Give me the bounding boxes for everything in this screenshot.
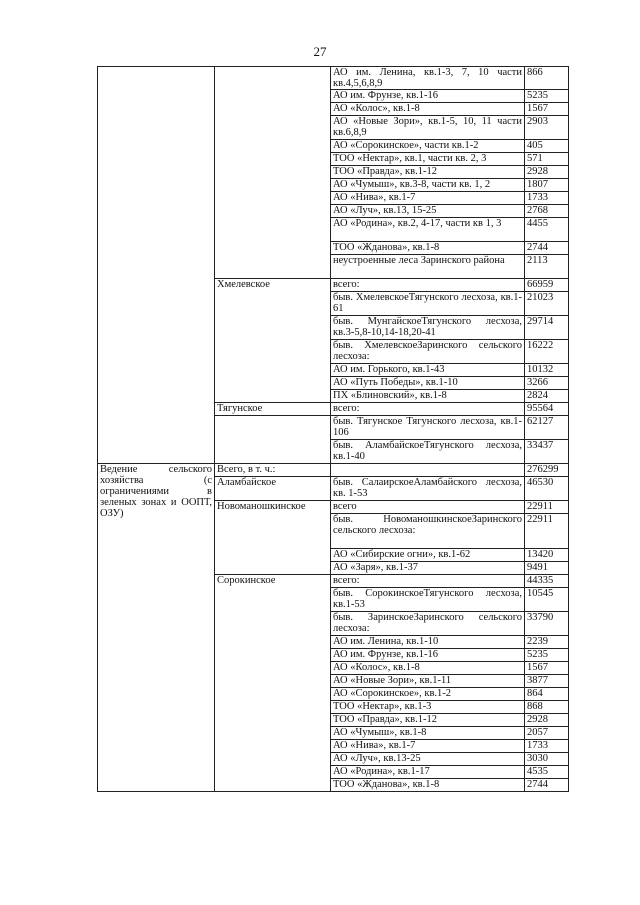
district-novomanoshkinskoe: Новоманошкинское (215, 501, 331, 575)
row-value: 2239 (525, 636, 569, 649)
row-name: АО «Родина», кв.2, 4-17, части кв 1, 3 (331, 218, 525, 242)
district-sorokinskoe: Сорокинское (215, 575, 331, 792)
row-value: 9491 (525, 562, 569, 575)
row-name: АО им. Ленина, кв.1-3, 7, 10 части кв.4,5,6,8,9 (331, 67, 525, 90)
row-value: 866 (525, 67, 569, 90)
row-name: ТОО «Жданова», кв.1-8 (331, 242, 525, 255)
row-name: АО «Луч», кв.13, 15-25 (331, 205, 525, 218)
purpose-agriculture: Ведение сельского хозяйства (с ограничениями в зеленых зонах и ООПТ, ОЗУ) (98, 464, 215, 792)
row-name: АО им. Ленина, кв.1-10 (331, 636, 525, 649)
row-value: 13420 (525, 549, 569, 562)
district-total: Всего, в т. ч.: (215, 464, 331, 477)
row-name: быв. ЗаринскоеЗаринского сельского лесхоза: (331, 612, 525, 636)
row-value: 22911 (525, 514, 569, 549)
row-name: АО «Чумыш», кв.3-8, части кв. 1, 2 (331, 179, 525, 192)
row-value: 4535 (525, 766, 569, 779)
purpose-cell-empty (98, 67, 215, 464)
forest-area-table (97, 66, 569, 792)
row-name: быв. Тягунское Тягунского лесхоза, кв.1-106 (331, 416, 525, 440)
row-name: всего (331, 501, 525, 514)
row-name: АО им. Фрунзе, кв.1-16 (331, 649, 525, 662)
row-name: ТОО «Нектар», кв.1-3 (331, 701, 525, 714)
table-row (98, 464, 569, 477)
row-name: всего: (331, 575, 525, 588)
row-name: быв. НовоманошкинскоеЗаринского сельского лесхоза: (331, 514, 525, 549)
row-value: 1733 (525, 192, 569, 205)
row-value: 22911 (525, 501, 569, 514)
row-value: 10545 (525, 588, 569, 612)
row-value: 864 (525, 688, 569, 701)
row-value: 1567 (525, 103, 569, 116)
row-value: 3266 (525, 377, 569, 390)
row-name: быв. ХмелевскоеЗаринского сельского лесхоза: (331, 340, 525, 364)
row-name: АО «Сорокинское», кв.1-2 (331, 688, 525, 701)
row-name: всего: (331, 403, 525, 416)
row-value: 46530 (525, 477, 569, 501)
row-value: 571 (525, 153, 569, 166)
row-name: быв. ХмелевскоеТягунского лесхоза, кв.1-61 (331, 292, 525, 316)
row-name: АО «Новые Зори», кв.1-5, 10, 11 части кв.6,8,9 (331, 116, 525, 140)
row-value: 2057 (525, 727, 569, 740)
row-name: АО «Сибирские огни», кв.1-62 (331, 549, 525, 562)
row-value: 1807 (525, 179, 569, 192)
row-value: 3877 (525, 675, 569, 688)
row-value: 4455 (525, 218, 569, 242)
row-value: 66959 (525, 279, 569, 292)
row-name: АО «Сорокинское», части кв.1-2 (331, 140, 525, 153)
row-name: АО «Новые Зори», кв.1-11 (331, 675, 525, 688)
row-name: ТОО «Жданова», кв.1-8 (331, 779, 525, 792)
row-name: АО «Родина», кв.1-17 (331, 766, 525, 779)
row-value: 5235 (525, 90, 569, 103)
row-value: 868 (525, 701, 569, 714)
row-value: 62127 (525, 416, 569, 440)
row-value: 2903 (525, 116, 569, 140)
row-name: быв. СорокинскоеТягунского лесхоза, кв.1-53 (331, 588, 525, 612)
row-name: ТОО «Правда», кв.1-12 (331, 166, 525, 179)
row-name: всего: (331, 279, 525, 292)
row-value: 1567 (525, 662, 569, 675)
page-number: 27 (313, 44, 327, 59)
row-value: 5235 (525, 649, 569, 662)
row-value: 2928 (525, 714, 569, 727)
row-name: быв. АламбайскоеТягунского лесхоза, кв.1-40 (331, 440, 525, 464)
row-name (331, 464, 525, 477)
row-value: 2928 (525, 166, 569, 179)
row-value: 33790 (525, 612, 569, 636)
row-value: 16222 (525, 340, 569, 364)
row-value: 95564 (525, 403, 569, 416)
row-name: неустроенные леса Заринского района (331, 255, 525, 279)
row-name: ТОО «Нектар», кв.1, части кв. 2, 3 (331, 153, 525, 166)
row-name: АО «Нива», кв.1-7 (331, 740, 525, 753)
row-name: быв. МунгайскоеТягунского лесхоза, кв.3-5,8-10,14-18,20-41 (331, 316, 525, 340)
row-name: ПХ «Блиновский», кв.1-8 (331, 390, 525, 403)
row-name: АО «Колос», кв.1-8 (331, 662, 525, 675)
row-name: ТОО «Правда», кв.1-12 (331, 714, 525, 727)
district-cell-empty (215, 67, 331, 279)
row-value: 276299 (525, 464, 569, 477)
row-name: АО «Путь Победы», кв.1-10 (331, 377, 525, 390)
district-hmelevskoe: Хмелевское (215, 279, 331, 403)
row-value: 10132 (525, 364, 569, 377)
row-value: 2113 (525, 255, 569, 279)
row-name: АО им. Фрунзе, кв.1-16 (331, 90, 525, 103)
row-value: 29714 (525, 316, 569, 340)
row-name: АО им. Горького, кв.1-43 (331, 364, 525, 377)
row-value: 1733 (525, 740, 569, 753)
row-value: 405 (525, 140, 569, 153)
row-name: АО «Чумыш», кв.1-8 (331, 727, 525, 740)
row-name: АО «Луч», кв.13-25 (331, 753, 525, 766)
district-cell-empty (215, 416, 331, 464)
row-name: АО «Колос», кв.1-8 (331, 103, 525, 116)
row-value: 3030 (525, 753, 569, 766)
row-value: 33437 (525, 440, 569, 464)
row-name: быв. СалаирскоеАламбайского лесхоза, кв. 1-53 (331, 477, 525, 501)
district-tyagunskoe: Тягунское (215, 403, 331, 416)
row-value: 2744 (525, 242, 569, 255)
row-value: 2768 (525, 205, 569, 218)
district-alambayskoe: Аламбайское (215, 477, 331, 501)
row-name: АО «Нива», кв.1-7 (331, 192, 525, 205)
table-row (98, 67, 569, 90)
row-value: 2744 (525, 779, 569, 792)
row-value: 44335 (525, 575, 569, 588)
row-name: АО «Заря», кв.1-37 (331, 562, 525, 575)
row-value: 2824 (525, 390, 569, 403)
row-value: 21023 (525, 292, 569, 316)
